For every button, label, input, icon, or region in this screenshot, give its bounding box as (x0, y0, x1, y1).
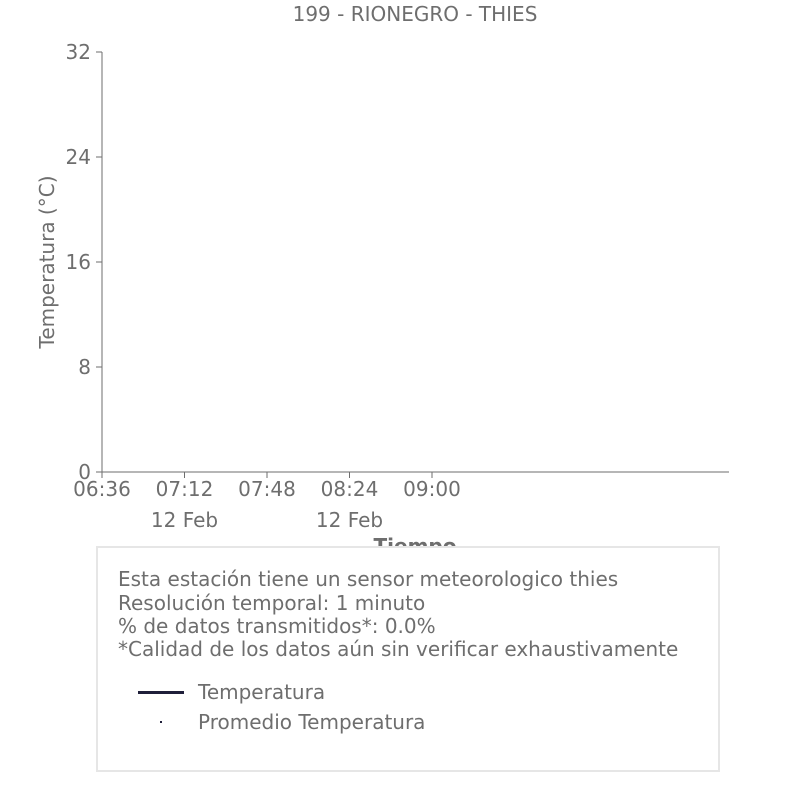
y-tick-label: 32 (65, 40, 91, 64)
y-tick-label: 8 (78, 355, 91, 379)
legend-line-swatch (138, 691, 184, 694)
x-tick-label: 08:24 (320, 477, 379, 501)
chart-title: 199 - RIONEGRO - THIES (292, 2, 538, 26)
chart-axes (102, 52, 729, 472)
info-box (96, 546, 720, 772)
legend-dot-swatch (160, 721, 162, 723)
info-quality-note: *Calidad de los datos aún sin verificar exhaustivamente (118, 637, 679, 661)
y-tick-label: 0 (78, 460, 91, 484)
x-ticks (73, 472, 461, 532)
x-tick-label: 07:48 (238, 477, 296, 501)
x-tick-label: 07:12 (155, 477, 214, 501)
y-ticks (66, 40, 102, 484)
x-tick-label: 09:00 (403, 477, 461, 501)
y-axis-label: Temperatura (°C) (35, 175, 59, 349)
legend-label: Promedio Temperatura (198, 710, 426, 734)
x-tick-date-label: 12 Feb (315, 508, 384, 532)
y-tick-label: 24 (65, 145, 91, 169)
x-tick-date-label: 12 Feb (150, 508, 219, 532)
info-temporal-resolution: Resolución temporal: 1 minuto (118, 591, 426, 615)
legend-label: Temperatura (198, 680, 326, 704)
info-station-description: Esta estación tiene un sensor meteorologico thies (118, 567, 619, 591)
y-tick-label: 16 (65, 250, 91, 274)
x-tick-label: 06:36 (73, 477, 131, 501)
info-data-transmitted: % de datos transmitidos*: 0.0% (118, 614, 436, 638)
